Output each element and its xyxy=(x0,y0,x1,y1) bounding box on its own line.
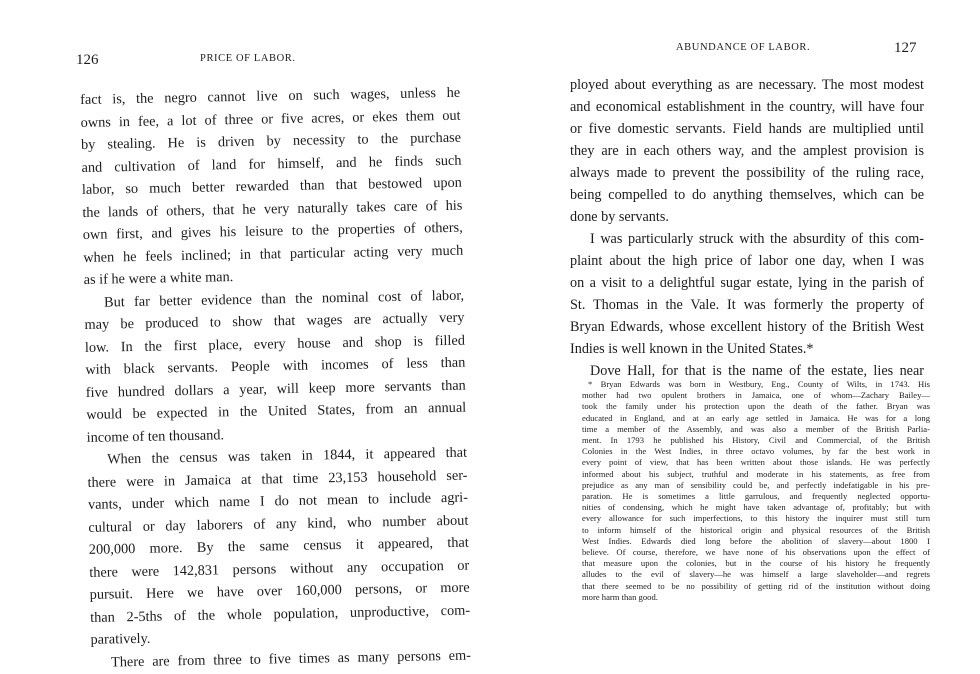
running-head: ABUNDANCE OF LABOR. xyxy=(676,42,811,53)
text-line: when he feels inclined; in that particular acting very much xyxy=(83,242,464,266)
text-line: When the census was taken in 1844, it appeared that xyxy=(106,444,468,468)
footnote-line: West Indies. Edwards died long before the abolition of slavery—about 1800 I xyxy=(582,535,930,546)
footnote-line: * Bryan Edwards was born in Westbury, Eng., County of Wilts, in 1743. His xyxy=(588,379,930,389)
text-line: owns in fee, a lot of three or five acres, or ekes them out xyxy=(80,107,461,131)
text-line: 200,000 more. By the same census it appeared, that xyxy=(88,534,469,558)
text-line: as if he were a white man. xyxy=(83,269,234,288)
text-line: by stealing. He is driven by necessity to the purchase xyxy=(80,129,462,153)
text-line: they are in each others way, and the amplest provision is xyxy=(570,143,924,159)
body-text xyxy=(570,74,924,382)
text-line: I was particularly struck with the absurdity of this com- xyxy=(590,231,924,247)
text-line: there were in Jamaica at that time 23,153 household ser- xyxy=(87,467,468,491)
text-line: Bryan Edwards, whose excellent history of the British West xyxy=(570,319,924,335)
footnote-line: time a member of the Assembly, and was also a member of the British Parlia- xyxy=(582,423,930,434)
footnote-line: believe. Of course, therefore, we have none of his observations upon the effect of xyxy=(582,547,930,558)
body-text xyxy=(80,82,471,674)
footnote-line: prejudice as any man of sensibility could be, and perfectly indefatigable in his pre- xyxy=(582,479,930,490)
text-line: labor, so much better rewarded than that bestowed upon xyxy=(81,174,463,198)
footnote-line: paration. He is sometimes a little garrulous, and frequently neglected opportu- xyxy=(582,491,930,502)
text-line: or five domestic servants. Field hands are multiplied until xyxy=(570,121,924,137)
text-line: Indies is well known in the United States.* xyxy=(570,341,814,357)
text-line: may be produced to show that wages are actually very xyxy=(84,309,465,333)
footnote-line: Colonies in the West Indies, in three octavo volumes, by far the best work in xyxy=(582,446,930,457)
text-line: pursuit. Here we have over 160,000 persons, or more xyxy=(89,579,470,603)
footnote-line: educated in England, and at an early age settled in Jamaica. He was for a long xyxy=(582,412,930,423)
text-line: fact is, the negro cannot live on such wages, unless he xyxy=(80,84,461,108)
text-line: own first, and gives his leisure to the properties of others, xyxy=(82,219,463,243)
text-line: there were 142,831 persons without any occupation or xyxy=(89,557,470,581)
footnote-line: every point of view, that has been written about those islands. He was perfectly xyxy=(582,457,930,468)
text-line: and cultivation of land for himself, and he finds such xyxy=(81,152,462,176)
footnote-line: that measure upon the colonies, but in the course of his history he frequently xyxy=(582,558,930,569)
text-line: five hundred dollars a year, will keep more servants than xyxy=(85,377,466,401)
text-line: plaint about the high price of labor one day, when I was xyxy=(570,253,924,269)
text-line: being compelled to do anything themselves, which can be xyxy=(570,187,924,203)
text-line: Dove Hall, for that is the name of the estate, lies near xyxy=(590,363,924,379)
text-line: paratively. xyxy=(90,630,151,648)
text-line: There are from three to five times as many persons em- xyxy=(110,647,472,671)
running-head: PRICE OF LABOR. xyxy=(200,53,296,64)
text-line: income of ten thousand. xyxy=(86,426,225,446)
text-line: But far better evidence than the nominal cost of labor, xyxy=(103,287,465,311)
footnote-line: ment. In 1793 he published his History, Civil and Commercial, of the British xyxy=(582,435,930,446)
left-page xyxy=(0,0,490,671)
page-number: 127 xyxy=(894,40,917,56)
page-number: 126 xyxy=(76,52,99,68)
footnote-line: took the family under his protection upon the death of the father. Bryan was xyxy=(582,401,930,412)
text-line: St. Thomas in the Vale. It was formerly the property of xyxy=(570,297,924,313)
text-line: on a visit to a delightful sugar estate, lying in the parish of xyxy=(570,275,924,291)
text-line: the lands of others, that he very naturally takes care of his xyxy=(82,197,463,221)
text-line: done by servants. xyxy=(570,209,669,225)
footnote-line: nities of condensing, which he might have taken advantage of, profitably; but with xyxy=(582,502,930,513)
text-line: and economical establishment in the country, will have four xyxy=(570,99,924,115)
text-line: than 2-5ths of the whole population, unproductive, com- xyxy=(89,602,471,626)
text-line: cultural or day laborers of any kind, who number about xyxy=(88,512,469,536)
footnote xyxy=(582,379,930,603)
footnote-line: more harm than good. xyxy=(582,591,658,602)
text-line: with black servants. People with incomes of less than xyxy=(85,354,466,378)
text-line: would be expected in the United States, from an annual xyxy=(86,399,467,423)
footnote-line: that there seemed to be no possibility of getting rid of the institution without doing xyxy=(582,580,930,591)
text-line: low. In the first place, every house and shop is filled xyxy=(84,332,466,356)
footnote-line: every allowance for such imperfections, to this history the inquirer must still turn xyxy=(582,513,930,524)
text-line: always made to prevent the possibility of the ruling race, xyxy=(570,165,924,181)
text-line: ployed about everything as are necessary. The most modest xyxy=(570,77,924,93)
footnote-line: informed about his subject, truthful and moderate in his statements, as free from xyxy=(582,468,930,479)
footnote-line: to inform himself of the historical origin and physical resources of the British xyxy=(582,524,930,535)
footnote-line: mother had two opulent brothers in Jamaica, one of whom—Zachary Bailey— xyxy=(582,390,930,401)
footnote-line: alludes to the evil of slavery—he was himself a large slaveholder—and regrets xyxy=(582,569,930,580)
text-line: vants, under which name I do not mean to include agri- xyxy=(87,489,469,513)
